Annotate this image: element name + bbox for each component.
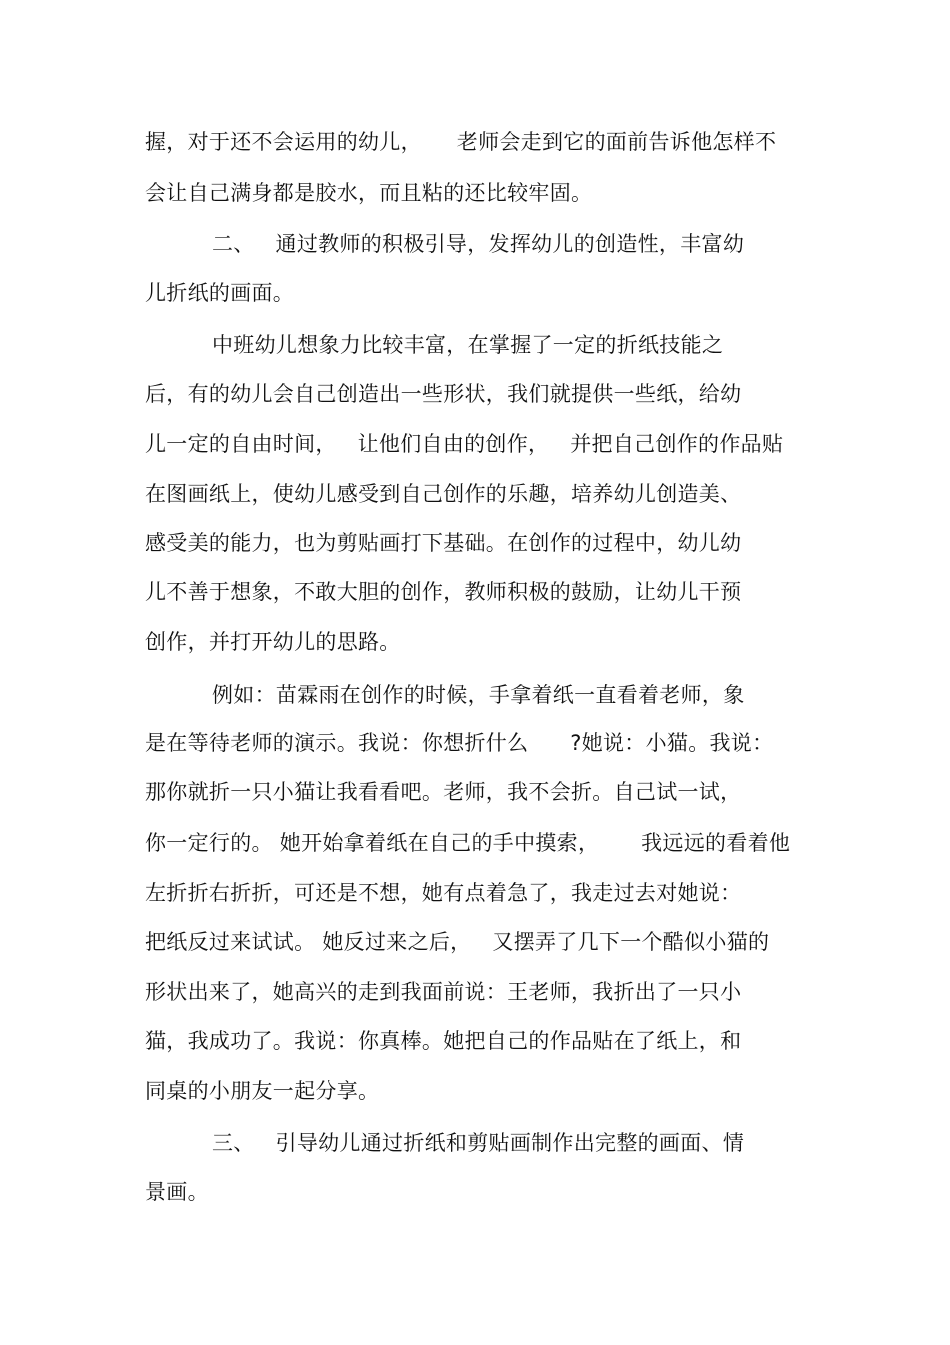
section-heading-2-continued: 儿折纸的画面。 (145, 281, 295, 305)
text-line: 儿不善于想象，不敢大胆的创作，教师积极的鼓励，让幼儿干预 (145, 580, 742, 604)
section-heading-3-continued: 景画。 (145, 1180, 209, 1204)
text-line: 是在等待老师的演示。我说：你想折什么 ?她说：小猫。我说： (145, 731, 774, 755)
section-heading-3: 三、 引导幼儿通过折纸和剪贴画制作出完整的画面、情 (212, 1131, 745, 1155)
text-line: 同桌的小朋友一起分享。 (145, 1079, 380, 1103)
text-line: 左折折右折折，可还是不想，她有点着急了，我走过去对她说： (145, 881, 742, 905)
text-line: 感受美的能力，也为剪贴画打下基础。在创作的过程中，幼儿幼 (145, 531, 742, 555)
text-line: 握，对于还不会运用的幼儿， 老师会走到它的面前告诉他怎样不 (145, 130, 777, 154)
text-line: 你一定行的。 她开始拿着纸在自己的手中摸索， 我远远的看着他 (145, 831, 791, 855)
text-line: 那你就折一只小猫让我看看吧。老师，我不会折。自己试一试， (145, 780, 742, 804)
text-line: 把纸反过来试试。 她反过来之后， 又摆弄了几下一个酷似小猫的 (145, 930, 770, 954)
paragraph-first-line: 中班幼儿想象力比较丰富，在掌握了一定的折纸技能之 (212, 333, 724, 357)
text-line: 创作，并打开幼儿的思路。 (145, 630, 401, 654)
paragraph-first-line: 例如：苗霖雨在创作的时候，手拿着纸一直看着老师，象 (212, 683, 745, 707)
text-line: 后，有的幼儿会自己创造出一些形状，我们就提供一些纸，给幼 (145, 382, 742, 406)
text-line: 会让自己满身都是胶水，而且粘的还比较牢固。 (145, 181, 593, 205)
section-heading-2: 二、 通过教师的积极引导，发挥幼儿的创造性，丰富幼 (212, 232, 745, 256)
text-line: 形状出来了，她高兴的走到我面前说：王老师，我折出了一只小 (145, 980, 742, 1004)
text-line: 儿一定的自由时间， 让他们自由的创作， 并把自己创作的作品贴 (145, 432, 784, 456)
text-line: 在图画纸上，使幼儿感受到自己创作的乐趣，培养幼儿创造美、 (145, 482, 742, 506)
text-line: 猫，我成功了。我说：你真棒。她把自己的作品贴在了纸上，和 (145, 1029, 742, 1053)
